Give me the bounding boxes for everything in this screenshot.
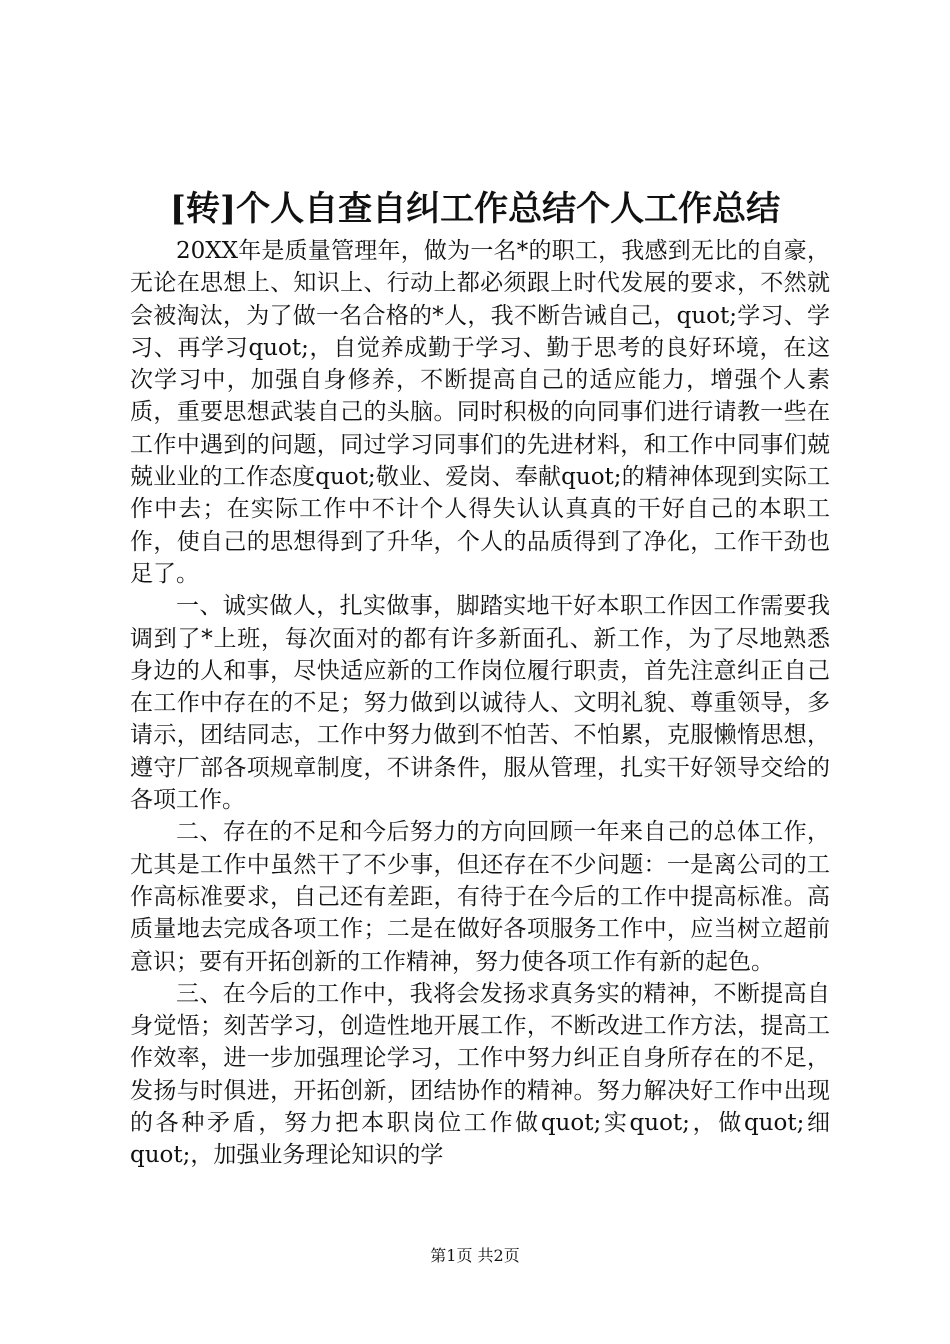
body-paragraph: 三、在今后的工作中，我将会发扬求真务实的精神，不断提高自身觉悟；刻苦学习，创造性地开展工作，不断改进工作方法，提高工作效率，进一步加强理论学习，工作中努力纠正自身所存在的不足，发扬与时俱进，开拓创新，团结协作的精神。努力解决好工作中出现的各种矛盾，努力把本职岗位工作做quot;实quot;，做quot;细quot;，加强业务理论知识的学 (130, 980, 831, 1169)
page-number-footer: 第1页 共2页 (430, 1246, 520, 1265)
body-paragraph: 20XX年是质量管理年，做为一名*的职工，我感到无比的自豪，无论在思想上、知识上、行动上都必须跟上时代发展的要求，不然就会被淘汰，为了做一名合格的*人，我不断告诫自己，quot;学习、学习、再学习quot;，自觉养成勤于学习、勤于思考的良好环境，在这次学习中，加强自身修养，不断提高自己的适应能力，增强个人素质，重要思想武装自己的头脑。同时积极的向同事们进行请教一些在工作中遇到的问题，同过学习同事们的先进材料，和工作中同事们兢兢业业的工作态度quot;敬业、爱岗、奉献quot;的精神体现到实际工作中去；在实际工作中不计个人得失认认真真的干好自己的本职工作，使自己的思想得到了升华，个人的品质得到了净化，工作干劲也足了。 (130, 238, 830, 587)
document-title: [转]个人自查自纠工作总结个人工作总结 (169, 189, 781, 229)
body-paragraph: 一、诚实做人，扎实做事，脚踏实地干好本职工作因工作需要我调到了*上班，每次面对的都有许多新面孔、新工作，为了尽地熟悉身边的人和事，尽快适应新的工作岗位履行职责，首先注意纠正自己在工作中存在的不足；努力做到以诚待人、文明礼貌、尊重领导，多请示，团结同志，工作中努力做到不怕苦、不怕累，克服懒惰思想，遵守厂部各项规章制度，不讲条件，服从管理，扎实干好领导交给的各项工作。 (130, 593, 830, 814)
body-paragraph: 二、存在的不足和今后努力的方向回顾一年来自己的总体工作，尤其是工作中虽然干了不少事，但还存在不少问题：一是离公司的工作高标准要求，自己还有差距，有待于在今后的工作中提高标准。高质量地去完成各项工作；二是在做好各项服务工作中，应当树立超前意识；要有开拓创新的工作精神，努力使各项工作有新的起色。 (130, 819, 830, 975)
document-body (130, 235, 830, 1172)
